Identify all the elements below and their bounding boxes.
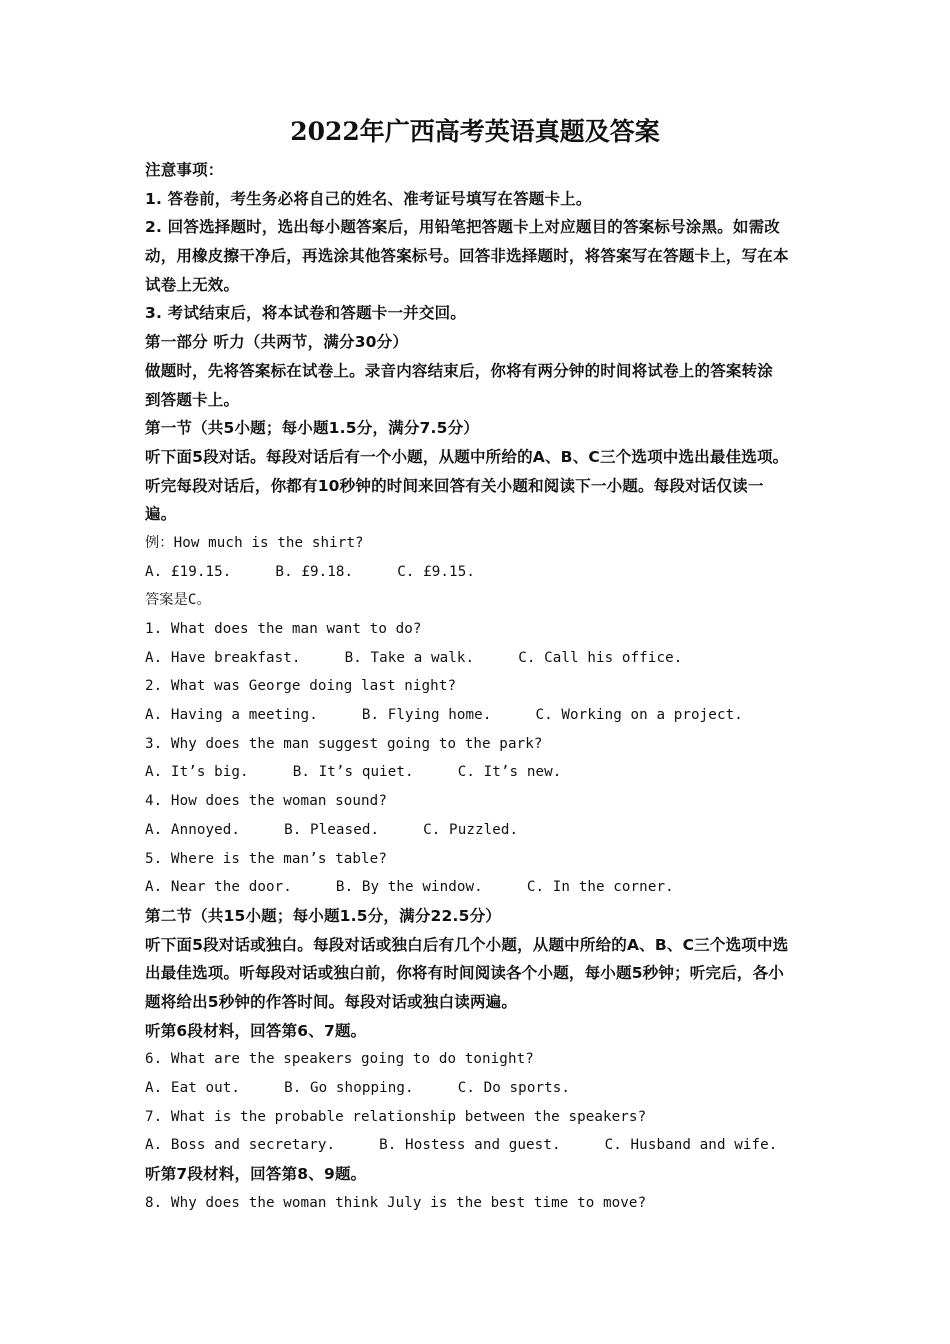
- option-b: B. £9.18.: [275, 563, 354, 580]
- option-a: A. Have breakfast.: [145, 649, 301, 666]
- section1-instructions-line-3: 遍。: [145, 505, 177, 524]
- option-c: C. In the corner.: [526, 879, 674, 896]
- note-3: 3. 考试结束后，将本试卷和答题卡一并交回。: [145, 304, 466, 323]
- option-b: B. Pleased.: [284, 821, 380, 838]
- example-options: [145, 558, 813, 587]
- option-b: B. Go shopping.: [284, 1080, 414, 1096]
- question-1-options: [145, 644, 813, 673]
- question-7-options: [145, 1131, 813, 1160]
- section2-heading: 第二节（共15小题；每小题1.5分，满分22.5分）: [145, 906, 501, 925]
- question-3-options: [145, 758, 813, 787]
- option-b: B. Flying home.: [361, 707, 492, 724]
- note-2-line-2: 动，用橡皮擦干净后，再选涂其他答案标号。回答非选择题时，将答案写在答题卡上，写在本: [145, 247, 789, 266]
- option-b: B. It’s quiet.: [292, 764, 414, 781]
- section1-instructions-line-2: 听完每段对话后，你都有10秒钟的时间来回答有关小题和阅读下一小题。每段对话仅读一: [145, 476, 764, 495]
- note-2-line-1: 2. 回答选择题时，选出每小题答案后，用铅笔把答题卡上对应题目的答案标号涂黑。如需改: [145, 218, 780, 237]
- notes-heading: 注意事项：: [145, 161, 224, 179]
- question-8: 8. Why does the woman think July is the best time to move?: [145, 1194, 647, 1211]
- option-b: B. Hostess and guest.: [379, 1137, 561, 1154]
- question-2: 2. What was George doing last night?: [145, 678, 457, 695]
- note-1: 1. 答卷前，考生务必将自己的姓名、准考证号填写在答题卡上。: [145, 189, 592, 208]
- question-6: 6. What are the speakers going to do tonight?: [145, 1051, 534, 1068]
- option-a: A. Annoyed.: [145, 821, 241, 838]
- example-answer: 答案是C。: [145, 592, 211, 609]
- option-a: A. Eat out.: [145, 1080, 241, 1096]
- material-7-heading: 听第7段材料，回答第8、9题。: [145, 1165, 367, 1184]
- option-a: A. It’s big.: [145, 764, 249, 781]
- question-5: 5. Where is the man’s table?: [145, 850, 387, 867]
- option-a: A. Near the door.: [145, 879, 292, 896]
- option-b: B. Take a walk.: [344, 649, 475, 666]
- section2-instructions-line-3: 题将给出5秒钟的作答时间。每段对话或独白读两遍。: [145, 992, 518, 1011]
- option-c: C. Working on a project.: [535, 707, 743, 724]
- question-6-options: [145, 1074, 813, 1103]
- question-5-options: [145, 873, 813, 902]
- part1-instructions-line-2: 到答题卡上。: [145, 390, 240, 409]
- option-c: C. £9.15.: [397, 563, 475, 580]
- example-question: 例：How much is the shirt?: [145, 534, 364, 551]
- document-body: [145, 156, 813, 1217]
- option-c: C. Puzzled.: [423, 821, 519, 838]
- option-c: C. Call his office.: [518, 649, 683, 666]
- page-title: 2022年广西高考英语真题及答案: [290, 117, 660, 146]
- part1-heading: 第一部分 听力（共两节，满分30分）: [145, 333, 409, 352]
- option-b: B. By the window.: [335, 879, 483, 896]
- option-c: C. Do sports.: [457, 1080, 571, 1096]
- section2-instructions-line-2: 出最佳选项。听每段对话或独白前，你将有时间阅读各个小题，每小题5秒钟；听完后，各小: [145, 964, 784, 983]
- option-a: A. £19.15.: [145, 563, 232, 580]
- option-c: C. Husband and wife.: [604, 1137, 778, 1154]
- question-7: 7. What is the probable relationship between the speakers?: [145, 1108, 647, 1125]
- part1-instructions-line-1: 做题时，先将答案标在试卷上。录音内容结束后，你将有两分钟的时间将试卷上的答案转涂: [145, 361, 774, 380]
- question-2-options: [145, 701, 813, 730]
- material-6-heading: 听第6段材料，回答第6、7题。: [145, 1021, 367, 1040]
- option-c: C. It’s new.: [457, 764, 562, 781]
- question-3: 3. Why does the man suggest going to the park?: [145, 735, 543, 752]
- note-2-line-3: 试卷上无效。: [145, 275, 240, 294]
- section2-instructions-line-1: 听下面5段对话或独白。每段对话或独白后有几个小题，从题中所给的A、B、C三个选项中选: [145, 935, 789, 954]
- question-4: 4. How does the woman sound?: [145, 793, 387, 810]
- question-4-options: [145, 816, 813, 845]
- option-a: A. Having a meeting.: [145, 707, 318, 724]
- option-a: A. Boss and secretary.: [145, 1137, 336, 1154]
- question-1: 1. What does the man want to do?: [145, 621, 422, 637]
- section1-heading: 第一节（共5小题；每小题1.5分，满分7.5分）: [145, 419, 480, 438]
- section1-instructions-line-1: 听下面5段对话。每段对话后有一个小题，从题中所给的A、B、C三个选项中选出最佳选项。: [145, 447, 789, 466]
